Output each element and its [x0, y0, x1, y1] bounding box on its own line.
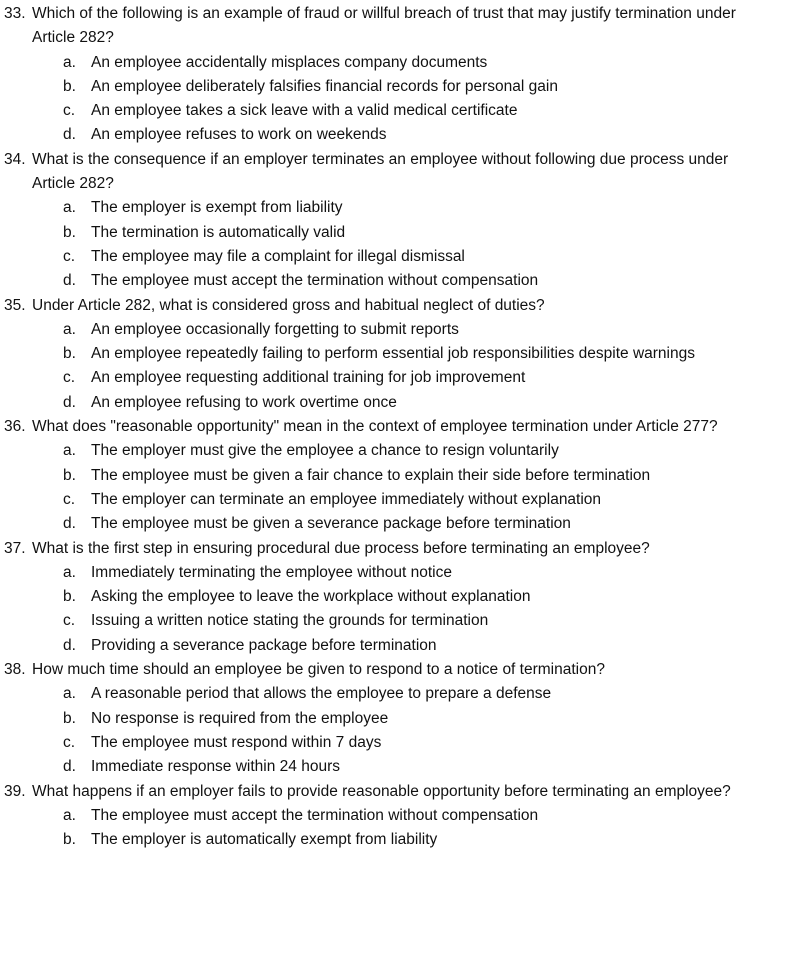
option-item [0, 221, 812, 245]
question-text: Which of the following is an example of fraud or willful breach of trust that may justify termination under Article 282? [32, 5, 736, 47]
option-text: A reasonable period that allows the employee to prepare a defense [91, 685, 552, 703]
question-33 [0, 2, 812, 148]
option-text: The employer must give the employee a chance to resign voluntarily [91, 442, 559, 460]
option-text: Providing a severance package before termination [91, 636, 437, 654]
option-label: c. [63, 247, 76, 265]
option-item [0, 342, 812, 366]
question-number: 37. [4, 539, 26, 557]
option-text: Issuing a written notice stating the grounds for termination [91, 612, 489, 630]
question-stem [0, 148, 812, 197]
option-item [0, 512, 812, 536]
option-item [0, 439, 812, 463]
option-text: An employee takes a sick leave with a valid medical certificate [91, 102, 518, 120]
option-text: The termination is automatically valid [91, 223, 346, 241]
question-number: 34. [4, 150, 26, 168]
option-label: a. [63, 685, 76, 703]
option-item [0, 99, 812, 123]
question-37 [0, 537, 812, 658]
option-item [0, 196, 812, 220]
option-item [0, 731, 812, 755]
option-label: c. [63, 369, 76, 387]
question-text: What is the first step in ensuring procedural due process before terminating an employee? [32, 539, 650, 557]
option-item [0, 269, 812, 293]
option-text: Asking the employee to leave the workplace without explanation [91, 588, 531, 606]
option-label: b. [63, 709, 76, 727]
option-text: An employee repeatedly failing to perform essential job responsibilities despite warnings [91, 345, 695, 363]
question-text: What does "reasonable opportunity" mean in the context of employee termination under Article 277? [32, 418, 718, 436]
option-text: Immediately terminating the employee without notice [91, 563, 452, 581]
option-label: d. [63, 636, 76, 654]
option-label: d. [63, 393, 76, 411]
option-label: a. [63, 563, 76, 581]
question-35 [0, 294, 812, 415]
question-list [0, 2, 812, 852]
option-text: The employee must be given a fair chance to explain their side before termination [91, 466, 651, 484]
question-number: 38. [4, 661, 26, 679]
option-label: b. [63, 345, 76, 363]
option-list [0, 561, 812, 658]
option-list [0, 804, 812, 853]
option-text: The employer can terminate an employee immediately without explanation [91, 490, 602, 508]
option-list [0, 682, 812, 779]
option-text: The employee may file a complaint for illegal dismissal [91, 247, 465, 265]
question-number: 35. [4, 296, 26, 314]
question-stem [0, 780, 812, 804]
question-number: 36. [4, 418, 26, 436]
option-text: The employee must accept the termination without compensation [91, 272, 539, 290]
question-34 [0, 148, 812, 294]
option-label: d. [63, 758, 76, 776]
option-list [0, 51, 812, 148]
option-label: d. [63, 515, 76, 533]
option-text: No response is required from the employee [91, 709, 389, 727]
option-label: a. [63, 442, 76, 460]
question-stem [0, 658, 812, 682]
question-number: 39. [4, 782, 26, 800]
option-label: d. [63, 126, 76, 144]
option-item [0, 75, 812, 99]
option-text: An employee refuses to work on weekends [91, 126, 387, 144]
option-label: b. [63, 466, 76, 484]
question-number: 33. [4, 5, 26, 22]
option-item [0, 682, 812, 706]
option-item [0, 123, 812, 147]
question-stem [0, 415, 812, 439]
option-text: An employee deliberately falsifies financial records for personal gain [91, 77, 558, 95]
option-item [0, 828, 812, 852]
option-item [0, 755, 812, 779]
option-list [0, 318, 812, 415]
option-item [0, 804, 812, 828]
option-list [0, 439, 812, 536]
option-text: The employer is automatically exempt from liability [91, 831, 438, 849]
option-text: The employee must be given a severance package before termination [91, 515, 571, 533]
option-label: b. [63, 77, 76, 95]
option-label: a. [63, 199, 76, 217]
option-label: b. [63, 223, 76, 241]
option-item [0, 585, 812, 609]
option-label: a. [63, 53, 76, 71]
question-text: What happens if an employer fails to provide reasonable opportunity before terminating an employee? [32, 782, 731, 800]
option-label: c. [63, 490, 76, 508]
question-stem [0, 537, 812, 561]
option-item [0, 318, 812, 342]
option-label: c. [63, 733, 76, 751]
option-item [0, 51, 812, 75]
question-38 [0, 658, 812, 779]
option-item [0, 634, 812, 658]
option-text: An employee accidentally misplaces company documents [91, 53, 488, 71]
option-label: c. [63, 102, 76, 120]
option-label: a. [63, 320, 76, 338]
question-stem [0, 2, 812, 51]
question-stem [0, 294, 812, 318]
option-text: Immediate response within 24 hours [91, 758, 340, 776]
option-label: d. [63, 272, 76, 290]
question-39 [0, 780, 812, 853]
option-item [0, 245, 812, 269]
question-text: What is the consequence if an employer terminates an employee without following due process under Article 282? [32, 150, 729, 193]
option-label: c. [63, 612, 76, 630]
option-text: An employee requesting additional training for job improvement [91, 369, 526, 387]
question-36 [0, 415, 812, 536]
option-text: An employee refusing to work overtime once [91, 393, 397, 411]
option-label: b. [63, 588, 76, 606]
option-item [0, 488, 812, 512]
option-text: An employee occasionally forgetting to submit reports [91, 320, 459, 338]
option-item [0, 707, 812, 731]
question-text: How much time should an employee be given to respond to a notice of termination? [32, 661, 605, 679]
option-item [0, 609, 812, 633]
option-text: The employer is exempt from liability [91, 199, 343, 217]
option-item [0, 561, 812, 585]
option-label: a. [63, 806, 76, 824]
option-text: The employee must accept the termination without compensation [91, 806, 539, 824]
option-item [0, 464, 812, 488]
option-item [0, 366, 812, 390]
option-item [0, 391, 812, 415]
question-text: Under Article 282, what is considered gross and habitual neglect of duties? [32, 296, 545, 314]
option-list [0, 196, 812, 293]
option-text: The employee must respond within 7 days [91, 733, 382, 751]
option-label: b. [63, 831, 76, 849]
